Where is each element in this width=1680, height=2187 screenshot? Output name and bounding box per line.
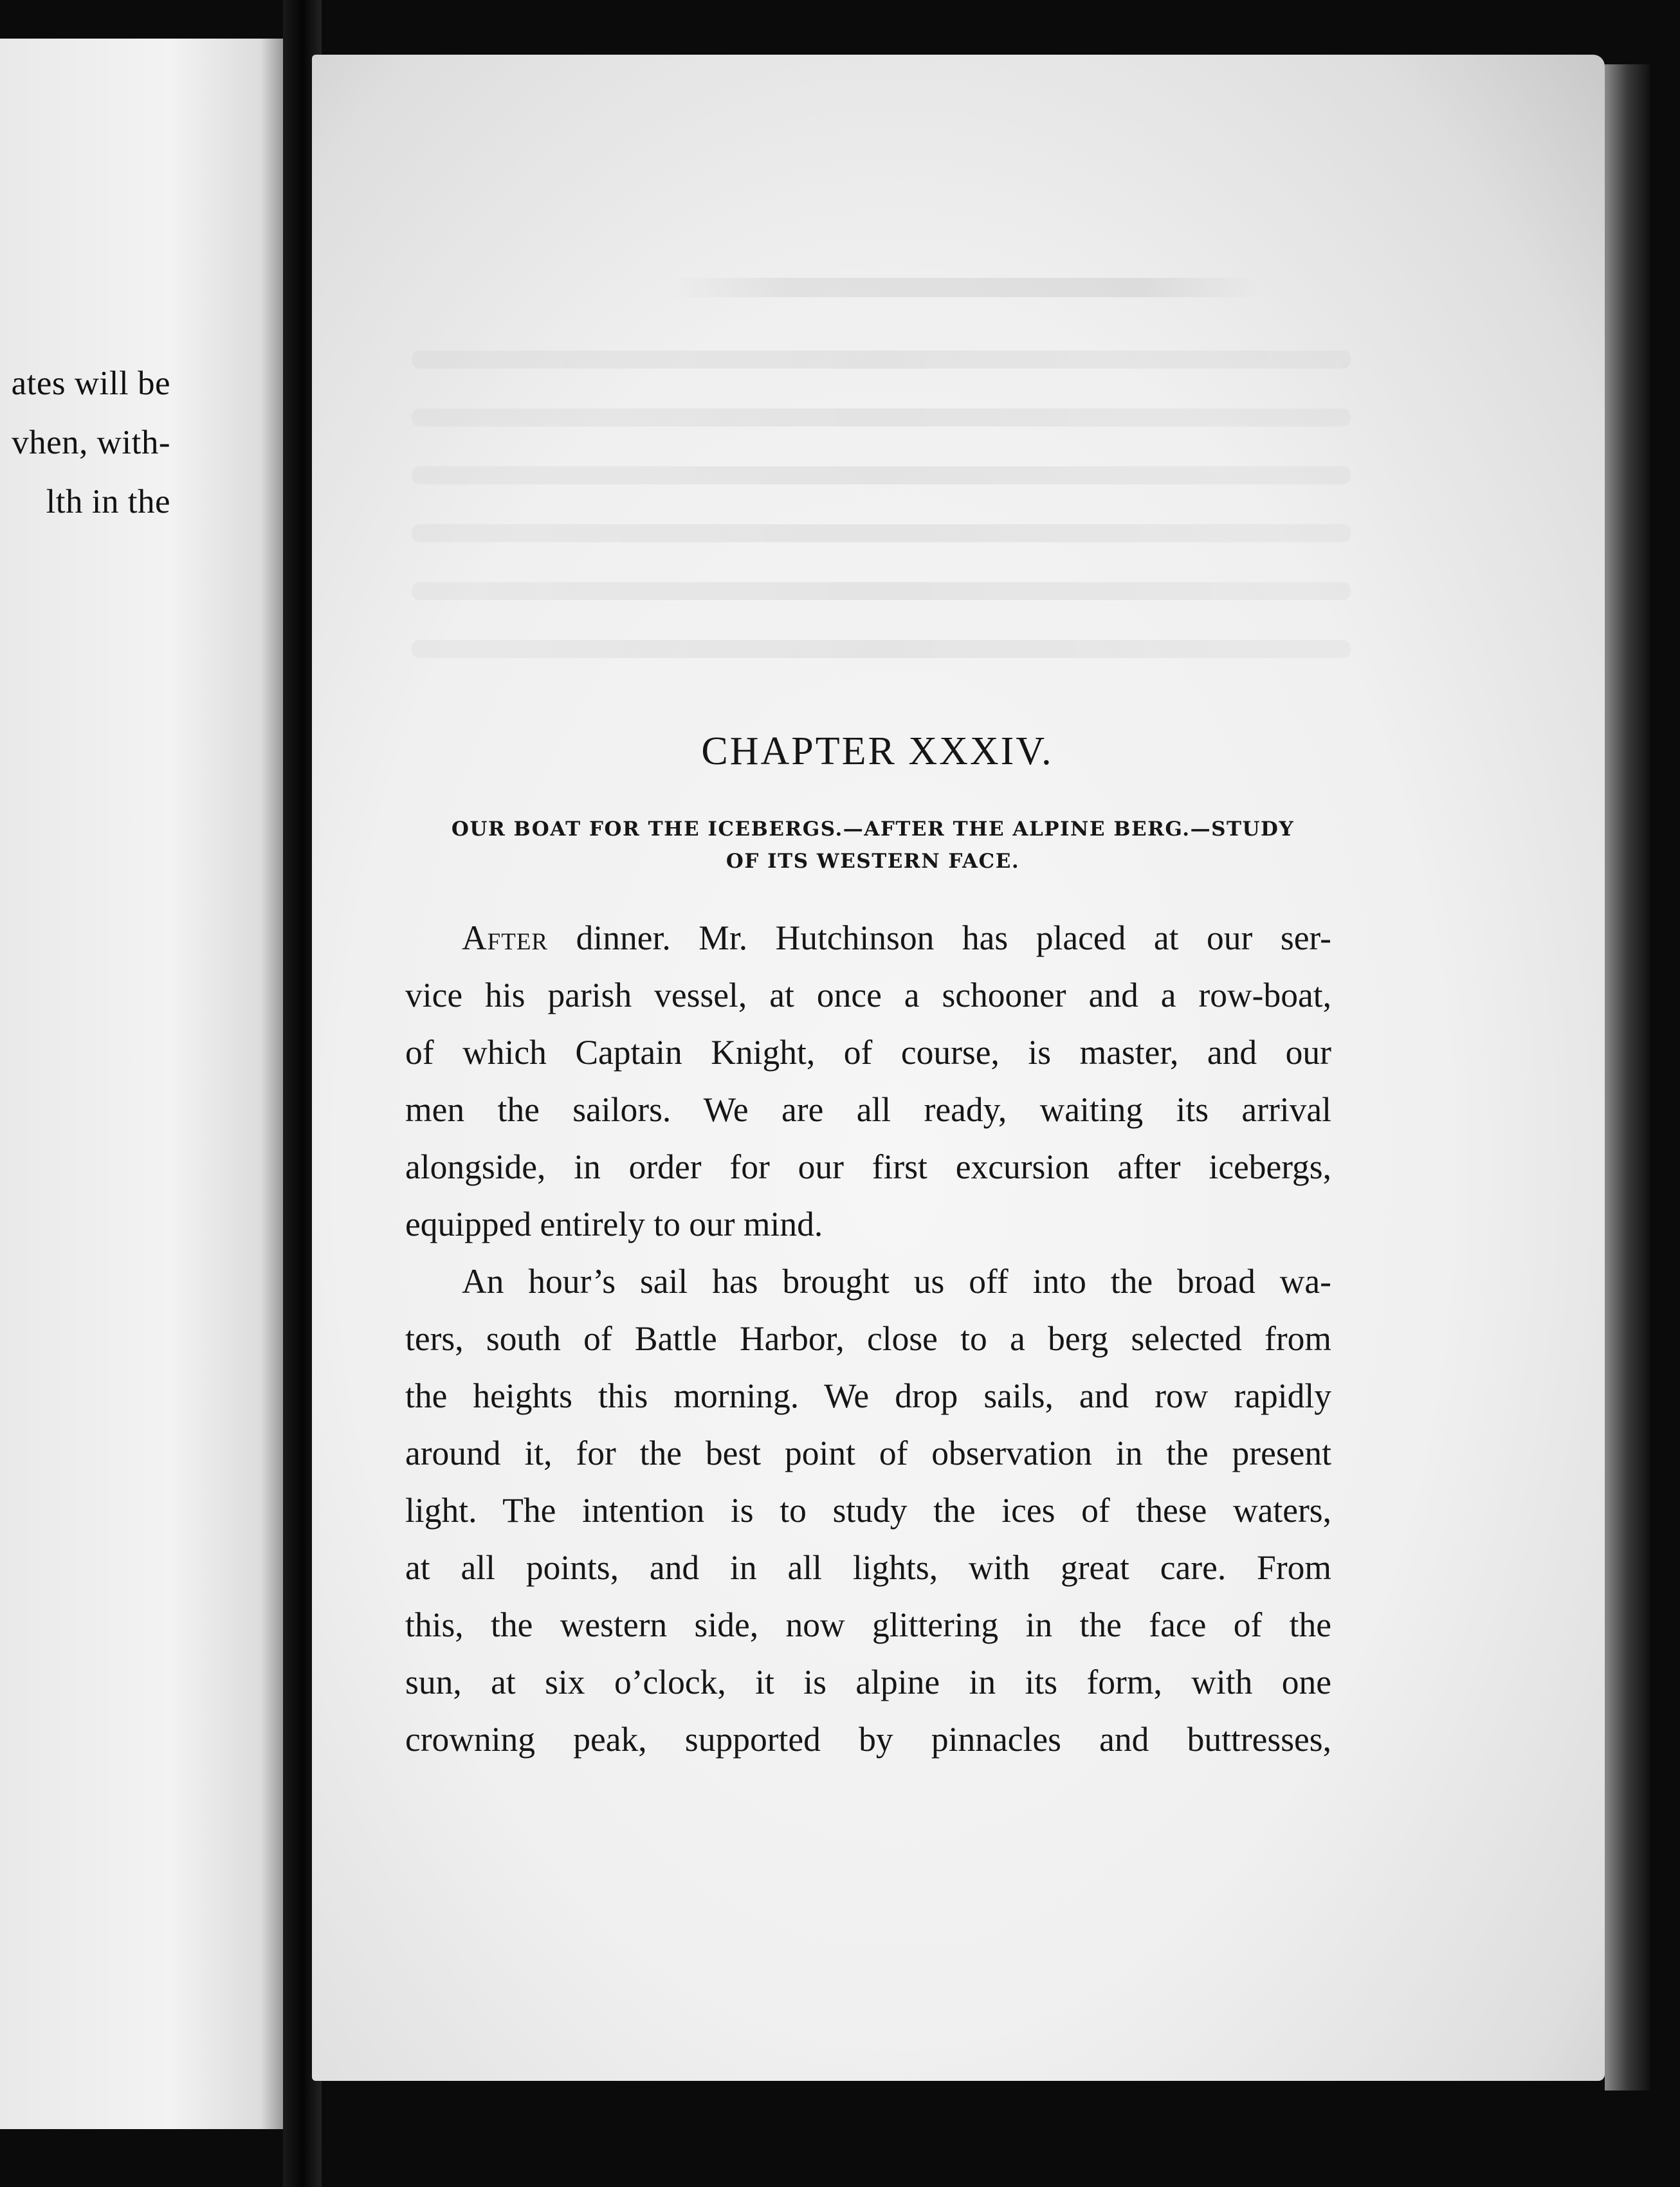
left-page-line: lth in the [46,483,170,520]
paragraph-line: equipped entirely to our mind. [405,1205,823,1243]
chapter-summary [414,813,1331,877]
page-body [405,727,1331,1768]
paragraph-1 [405,910,1331,1253]
paragraph-line: ters, south of Battle Harbor, close to a berg selected from [405,1319,1331,1358]
paragraph-line: of which Captain Knight, of course, is master, and our [405,1033,1331,1072]
left-facing-page [0,39,283,2129]
paragraph-line: An hour’s sail has brought us off into the broad wa- [462,1262,1331,1301]
left-page-text [3,354,170,531]
paragraph-line [405,910,1331,967]
paragraph-line: men the sailors. We are all ready, waiting its arrival [405,1090,1331,1129]
left-page-line: ates will be [11,365,170,402]
paragraph-line: light. The intention is to study the ices of these waters, [405,1491,1331,1530]
show-through-running-head [669,278,1261,297]
left-page-line: vhen, with- [12,424,170,461]
paragraph-line: around it, for the best point of observation in the present [405,1434,1331,1472]
chapter-summary-line: OUR BOAT FOR THE ICEBERGS.—AFTER THE ALPINE BERG.—STUDY [451,818,1295,841]
show-through-text [412,351,1351,698]
paragraph-line: the heights this morning. We drop sails, and row rapidly [405,1377,1331,1415]
paragraph-line: sun, at six o’clock, it is alpine in its form, with one [405,1663,1331,1701]
chapter-summary-line: OF ITS WESTERN FACE. [726,850,1020,873]
lead-in-word: After [462,919,549,957]
paragraph-line: this, the western side, now glittering in the face of the [405,1606,1331,1644]
paragraph-line: alongside, in order for our first excursion after icebergs, [405,1148,1331,1186]
chapter-title: CHAPTER XXXIV. [701,729,1054,773]
page-edge-shadow [1605,64,1650,2091]
paragraph-line: vice his parish vessel, at once a schooner and a row-boat, [405,976,1331,1014]
paragraph-line-text: dinner. Mr. Hutchinson has placed at our ser- [548,919,1331,957]
paragraph-2 [405,1253,1331,1768]
paragraph-line: at all points, and in all lights, with great care. From [405,1548,1331,1587]
paragraph-line: crowning peak, supported by pinnacles and buttresses, [405,1720,1331,1759]
